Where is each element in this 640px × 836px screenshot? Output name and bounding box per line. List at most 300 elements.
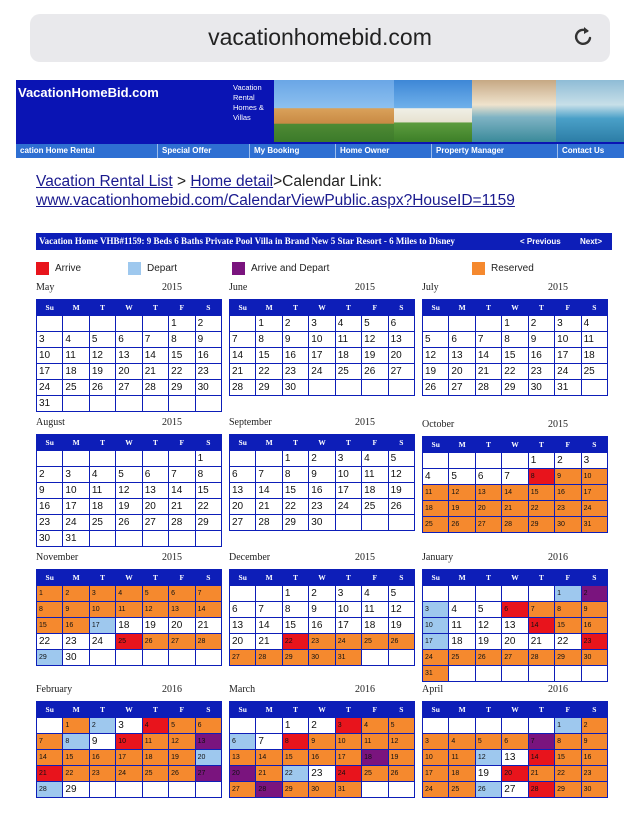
day-cell[interactable]: 26 <box>90 380 115 395</box>
day-cell[interactable]: 7 <box>476 332 501 347</box>
day-cell[interactable]: 21 <box>256 499 281 514</box>
day-cell[interactable]: 21 <box>169 499 194 514</box>
day-cell[interactable]: 11 <box>116 602 141 617</box>
day-cell[interactable]: 20 <box>502 634 527 649</box>
day-cell[interactable]: 6 <box>230 602 255 617</box>
day-cell[interactable]: 30 <box>309 782 334 797</box>
day-cell[interactable]: 20 <box>230 634 255 649</box>
day-cell[interactable]: 19 <box>476 634 501 649</box>
day-cell[interactable]: 23 <box>37 515 62 530</box>
day-cell[interactable]: 28 <box>143 380 168 395</box>
day-cell[interactable]: 25 <box>362 499 387 514</box>
day-cell[interactable]: 2 <box>582 718 607 733</box>
day-cell[interactable]: 12 <box>449 485 474 500</box>
day-cell[interactable]: 13 <box>476 485 501 500</box>
day-cell[interactable]: 11 <box>362 602 387 617</box>
day-cell[interactable]: 19 <box>423 364 448 379</box>
day-cell[interactable]: 26 <box>449 517 474 532</box>
day-cell[interactable]: 10 <box>116 734 141 749</box>
day-cell[interactable]: 18 <box>449 766 474 781</box>
day-cell[interactable]: 7 <box>529 602 554 617</box>
day-cell[interactable]: 23 <box>90 766 115 781</box>
day-cell[interactable]: 30 <box>63 650 88 665</box>
day-cell[interactable]: 13 <box>502 618 527 633</box>
day-cell[interactable]: 31 <box>555 380 580 395</box>
day-cell[interactable]: 26 <box>476 782 501 797</box>
calendar-url-link[interactable]: www.vacationhomebid.com/CalendarViewPublic.aspx?HouseID=1159 <box>36 192 515 209</box>
day-cell[interactable]: 23 <box>555 501 580 516</box>
day-cell[interactable]: 27 <box>230 515 255 530</box>
day-cell[interactable]: 4 <box>362 586 387 601</box>
day-cell[interactable]: 12 <box>389 467 414 482</box>
day-cell[interactable]: 6 <box>230 734 255 749</box>
day-cell[interactable]: 2 <box>582 586 607 601</box>
day-cell[interactable]: 29 <box>283 650 308 665</box>
day-cell[interactable]: 19 <box>449 501 474 516</box>
day-cell[interactable]: 29 <box>529 517 554 532</box>
day-cell[interactable]: 5 <box>389 586 414 601</box>
day-cell[interactable]: 5 <box>476 734 501 749</box>
day-cell[interactable]: 14 <box>476 348 501 363</box>
day-cell[interactable]: 17 <box>90 618 115 633</box>
day-cell[interactable]: 16 <box>90 750 115 765</box>
day-cell[interactable]: 8 <box>529 469 554 484</box>
day-cell[interactable]: 24 <box>336 634 361 649</box>
day-cell[interactable]: 6 <box>169 586 194 601</box>
day-cell[interactable]: 24 <box>37 380 62 395</box>
day-cell[interactable]: 7 <box>230 332 255 347</box>
day-cell[interactable]: 30 <box>555 517 580 532</box>
day-cell[interactable]: 9 <box>582 734 607 749</box>
day-cell[interactable]: 29 <box>256 380 281 395</box>
day-cell[interactable]: 30 <box>283 380 308 395</box>
day-cell[interactable]: 30 <box>529 380 554 395</box>
day-cell[interactable]: 28 <box>37 782 62 797</box>
day-cell[interactable]: 2 <box>309 718 334 733</box>
day-cell[interactable]: 28 <box>256 515 281 530</box>
day-cell[interactable]: 9 <box>309 467 334 482</box>
day-cell[interactable]: 7 <box>529 734 554 749</box>
nav-home-owner[interactable]: Home Owner <box>336 144 432 158</box>
day-cell[interactable]: 6 <box>502 734 527 749</box>
day-cell[interactable]: 30 <box>309 650 334 665</box>
day-cell[interactable]: 14 <box>143 348 168 363</box>
day-cell[interactable]: 11 <box>336 332 361 347</box>
day-cell[interactable]: 28 <box>529 650 554 665</box>
day-cell[interactable]: 3 <box>336 718 361 733</box>
day-cell[interactable]: 8 <box>283 602 308 617</box>
day-cell[interactable]: 17 <box>555 348 580 363</box>
day-cell[interactable]: 17 <box>63 499 88 514</box>
day-cell[interactable]: 1 <box>283 586 308 601</box>
day-cell[interactable]: 29 <box>555 782 580 797</box>
day-cell[interactable]: 15 <box>169 348 194 363</box>
day-cell[interactable]: 10 <box>336 734 361 749</box>
next-button[interactable]: Next> <box>580 237 603 246</box>
day-cell[interactable]: 10 <box>309 332 334 347</box>
day-cell[interactable]: 17 <box>309 348 334 363</box>
day-cell[interactable]: 4 <box>449 734 474 749</box>
day-cell[interactable]: 8 <box>502 332 527 347</box>
day-cell[interactable]: 18 <box>116 618 141 633</box>
day-cell[interactable]: 12 <box>423 348 448 363</box>
day-cell[interactable]: 13 <box>230 750 255 765</box>
day-cell[interactable]: 25 <box>143 766 168 781</box>
day-cell[interactable]: 13 <box>230 618 255 633</box>
day-cell[interactable]: 5 <box>389 718 414 733</box>
day-cell[interactable]: 15 <box>502 348 527 363</box>
day-cell[interactable]: 14 <box>529 750 554 765</box>
day-cell[interactable]: 23 <box>582 766 607 781</box>
day-cell[interactable]: 19 <box>362 348 387 363</box>
day-cell[interactable]: 8 <box>37 602 62 617</box>
day-cell[interactable]: 21 <box>502 501 527 516</box>
day-cell[interactable]: 22 <box>196 499 221 514</box>
day-cell[interactable]: 22 <box>37 634 62 649</box>
day-cell[interactable]: 30 <box>37 531 62 546</box>
day-cell[interactable]: 6 <box>196 718 221 733</box>
day-cell[interactable]: 4 <box>90 467 115 482</box>
day-cell[interactable]: 13 <box>116 348 141 363</box>
day-cell[interactable]: 11 <box>63 348 88 363</box>
day-cell[interactable]: 3 <box>423 734 448 749</box>
day-cell[interactable]: 16 <box>309 750 334 765</box>
day-cell[interactable]: 20 <box>143 499 168 514</box>
day-cell[interactable]: 15 <box>256 348 281 363</box>
day-cell[interactable]: 27 <box>502 782 527 797</box>
day-cell[interactable]: 9 <box>555 469 580 484</box>
day-cell[interactable]: 28 <box>230 380 255 395</box>
day-cell[interactable]: 6 <box>449 332 474 347</box>
day-cell[interactable]: 28 <box>256 782 281 797</box>
day-cell[interactable]: 9 <box>582 602 607 617</box>
day-cell[interactable]: 22 <box>555 634 580 649</box>
day-cell[interactable]: 31 <box>336 650 361 665</box>
day-cell[interactable]: 14 <box>37 750 62 765</box>
day-cell[interactable]: 21 <box>256 634 281 649</box>
day-cell[interactable]: 9 <box>309 734 334 749</box>
day-cell[interactable]: 4 <box>63 332 88 347</box>
day-cell[interactable]: 16 <box>582 618 607 633</box>
day-cell[interactable]: 2 <box>309 451 334 466</box>
day-cell[interactable]: 16 <box>555 485 580 500</box>
day-cell[interactable]: 26 <box>389 766 414 781</box>
day-cell[interactable]: 23 <box>529 364 554 379</box>
day-cell[interactable]: 18 <box>90 499 115 514</box>
day-cell[interactable]: 26 <box>476 650 501 665</box>
day-cell[interactable]: 2 <box>63 586 88 601</box>
day-cell[interactable]: 24 <box>336 499 361 514</box>
day-cell[interactable]: 13 <box>449 348 474 363</box>
day-cell[interactable]: 3 <box>37 332 62 347</box>
day-cell[interactable]: 26 <box>116 515 141 530</box>
site-logo[interactable]: VacationHomeBid.com <box>18 85 159 100</box>
day-cell[interactable]: 10 <box>423 618 448 633</box>
day-cell[interactable]: 15 <box>555 750 580 765</box>
day-cell[interactable]: 14 <box>196 602 221 617</box>
day-cell[interactable]: 31 <box>582 517 607 532</box>
day-cell[interactable]: 1 <box>555 586 580 601</box>
day-cell[interactable]: 23 <box>582 634 607 649</box>
day-cell[interactable]: 2 <box>196 316 221 331</box>
day-cell[interactable]: 16 <box>582 750 607 765</box>
day-cell[interactable]: 9 <box>90 734 115 749</box>
day-cell[interactable]: 23 <box>63 634 88 649</box>
day-cell[interactable]: 10 <box>423 750 448 765</box>
day-cell[interactable]: 12 <box>389 602 414 617</box>
day-cell[interactable]: 23 <box>309 766 334 781</box>
day-cell[interactable]: 21 <box>529 634 554 649</box>
day-cell[interactable]: 4 <box>449 602 474 617</box>
day-cell[interactable]: 7 <box>196 586 221 601</box>
day-cell[interactable]: 12 <box>116 483 141 498</box>
day-cell[interactable]: 22 <box>63 766 88 781</box>
reload-icon[interactable] <box>570 23 596 51</box>
day-cell[interactable]: 12 <box>169 734 194 749</box>
day-cell[interactable]: 14 <box>256 618 281 633</box>
breadcrumb-detail-link[interactable]: Home detail <box>190 173 274 190</box>
address-bar[interactable] <box>30 14 610 62</box>
day-cell[interactable]: 25 <box>449 650 474 665</box>
day-cell[interactable]: 26 <box>389 499 414 514</box>
day-cell[interactable]: 28 <box>256 650 281 665</box>
day-cell[interactable]: 7 <box>502 469 527 484</box>
day-cell[interactable]: 24 <box>63 515 88 530</box>
day-cell[interactable]: 3 <box>309 316 334 331</box>
day-cell[interactable]: 24 <box>423 650 448 665</box>
nav-contact-us[interactable]: Contact Us <box>562 146 605 155</box>
day-cell[interactable]: 19 <box>476 766 501 781</box>
day-cell[interactable]: 24 <box>582 501 607 516</box>
day-cell[interactable]: 22 <box>529 501 554 516</box>
day-cell[interactable]: 21 <box>143 364 168 379</box>
day-cell[interactable]: 10 <box>90 602 115 617</box>
day-cell[interactable]: 27 <box>502 650 527 665</box>
day-cell[interactable]: 16 <box>309 618 334 633</box>
day-cell[interactable]: 2 <box>37 467 62 482</box>
day-cell[interactable]: 11 <box>449 618 474 633</box>
day-cell[interactable]: 25 <box>582 364 607 379</box>
day-cell[interactable]: 8 <box>283 467 308 482</box>
day-cell[interactable]: 10 <box>336 602 361 617</box>
day-cell[interactable]: 26 <box>389 634 414 649</box>
day-cell[interactable]: 2 <box>529 316 554 331</box>
day-cell[interactable]: 3 <box>336 586 361 601</box>
day-cell[interactable]: 4 <box>362 718 387 733</box>
day-cell[interactable]: 9 <box>63 602 88 617</box>
day-cell[interactable]: 8 <box>196 467 221 482</box>
day-cell[interactable]: 28 <box>502 517 527 532</box>
day-cell[interactable]: 10 <box>63 483 88 498</box>
day-cell[interactable]: 10 <box>37 348 62 363</box>
day-cell[interactable]: 25 <box>362 634 387 649</box>
day-cell[interactable]: 9 <box>309 602 334 617</box>
day-cell[interactable]: 23 <box>309 634 334 649</box>
day-cell[interactable]: 17 <box>37 364 62 379</box>
day-cell[interactable]: 11 <box>449 750 474 765</box>
day-cell[interactable]: 18 <box>143 750 168 765</box>
day-cell[interactable]: 9 <box>37 483 62 498</box>
day-cell[interactable]: 25 <box>116 634 141 649</box>
day-cell[interactable]: 20 <box>389 348 414 363</box>
day-cell[interactable]: 20 <box>502 766 527 781</box>
day-cell[interactable]: 21 <box>476 364 501 379</box>
day-cell[interactable]: 17 <box>423 766 448 781</box>
day-cell[interactable]: 10 <box>336 467 361 482</box>
day-cell[interactable]: 11 <box>143 734 168 749</box>
day-cell[interactable]: 26 <box>423 380 448 395</box>
day-cell[interactable]: 8 <box>555 734 580 749</box>
day-cell[interactable]: 27 <box>389 364 414 379</box>
day-cell[interactable]: 15 <box>283 750 308 765</box>
day-cell[interactable]: 23 <box>196 364 221 379</box>
day-cell[interactable]: 12 <box>143 602 168 617</box>
day-cell[interactable]: 11 <box>423 485 448 500</box>
day-cell[interactable]: 8 <box>256 332 281 347</box>
day-cell[interactable]: 11 <box>582 332 607 347</box>
day-cell[interactable]: 24 <box>116 766 141 781</box>
day-cell[interactable]: 15 <box>37 618 62 633</box>
day-cell[interactable]: 4 <box>582 316 607 331</box>
day-cell[interactable]: 27 <box>230 650 255 665</box>
day-cell[interactable]: 5 <box>389 451 414 466</box>
day-cell[interactable]: 13 <box>502 750 527 765</box>
day-cell[interactable]: 23 <box>283 364 308 379</box>
day-cell[interactable]: 28 <box>476 380 501 395</box>
day-cell[interactable]: 25 <box>423 517 448 532</box>
day-cell[interactable]: 21 <box>37 766 62 781</box>
day-cell[interactable]: 17 <box>116 750 141 765</box>
day-cell[interactable]: 15 <box>555 618 580 633</box>
day-cell[interactable]: 17 <box>336 483 361 498</box>
day-cell[interactable]: 7 <box>143 332 168 347</box>
day-cell[interactable]: 27 <box>476 517 501 532</box>
day-cell[interactable]: 20 <box>476 501 501 516</box>
day-cell[interactable]: 24 <box>423 782 448 797</box>
previous-button[interactable]: < Previous <box>520 237 561 246</box>
day-cell[interactable]: 27 <box>116 380 141 395</box>
day-cell[interactable]: 3 <box>582 453 607 468</box>
nav-special-offer[interactable]: Special Offer <box>158 144 250 158</box>
day-cell[interactable]: 8 <box>555 602 580 617</box>
day-cell[interactable]: 5 <box>362 316 387 331</box>
day-cell[interactable]: 1 <box>37 586 62 601</box>
day-cell[interactable]: 1 <box>169 316 194 331</box>
day-cell[interactable]: 18 <box>582 348 607 363</box>
day-cell[interactable]: 18 <box>362 618 387 633</box>
day-cell[interactable]: 11 <box>362 467 387 482</box>
day-cell[interactable]: 17 <box>336 750 361 765</box>
day-cell[interactable]: 24 <box>336 766 361 781</box>
day-cell[interactable]: 22 <box>283 634 308 649</box>
day-cell[interactable]: 17 <box>423 634 448 649</box>
day-cell[interactable]: 18 <box>63 364 88 379</box>
day-cell[interactable]: 1 <box>283 451 308 466</box>
day-cell[interactable]: 14 <box>230 348 255 363</box>
day-cell[interactable]: 16 <box>309 483 334 498</box>
day-cell[interactable]: 25 <box>63 380 88 395</box>
day-cell[interactable]: 24 <box>555 364 580 379</box>
day-cell[interactable]: 1 <box>502 316 527 331</box>
day-cell[interactable]: 2 <box>283 316 308 331</box>
day-cell[interactable]: 12 <box>389 734 414 749</box>
day-cell[interactable]: 21 <box>256 766 281 781</box>
breadcrumb-list-link[interactable]: Vacation Rental List <box>36 173 173 190</box>
day-cell[interactable]: 9 <box>529 332 554 347</box>
day-cell[interactable]: 29 <box>555 650 580 665</box>
day-cell[interactable]: 30 <box>196 380 221 395</box>
day-cell[interactable]: 4 <box>362 451 387 466</box>
day-cell[interactable]: 6 <box>389 316 414 331</box>
day-cell[interactable]: 20 <box>169 618 194 633</box>
day-cell[interactable]: 19 <box>389 483 414 498</box>
day-cell[interactable]: 11 <box>362 734 387 749</box>
day-cell[interactable]: 17 <box>582 485 607 500</box>
day-cell[interactable]: 27 <box>230 782 255 797</box>
day-cell[interactable]: 19 <box>90 364 115 379</box>
day-cell[interactable]: 19 <box>389 618 414 633</box>
day-cell[interactable]: 5 <box>449 469 474 484</box>
day-cell[interactable]: 1 <box>283 718 308 733</box>
day-cell[interactable]: 22 <box>283 499 308 514</box>
day-cell[interactable]: 30 <box>582 650 607 665</box>
day-cell[interactable]: 22 <box>283 766 308 781</box>
day-cell[interactable]: 24 <box>309 364 334 379</box>
day-cell[interactable]: 14 <box>256 483 281 498</box>
day-cell[interactable]: 20 <box>449 364 474 379</box>
day-cell[interactable]: 31 <box>336 782 361 797</box>
day-cell[interactable]: 10 <box>555 332 580 347</box>
day-cell[interactable]: 23 <box>309 499 334 514</box>
day-cell[interactable]: 1 <box>555 718 580 733</box>
day-cell[interactable]: 15 <box>283 618 308 633</box>
day-cell[interactable]: 25 <box>449 782 474 797</box>
day-cell[interactable]: 28 <box>529 782 554 797</box>
day-cell[interactable]: 7 <box>256 467 281 482</box>
day-cell[interactable]: 18 <box>449 634 474 649</box>
day-cell[interactable]: 16 <box>63 618 88 633</box>
day-cell[interactable]: 3 <box>555 316 580 331</box>
day-cell[interactable]: 20 <box>230 766 255 781</box>
day-cell[interactable]: 26 <box>362 364 387 379</box>
day-cell[interactable]: 22 <box>256 364 281 379</box>
day-cell[interactable]: 28 <box>196 634 221 649</box>
day-cell[interactable]: 3 <box>63 467 88 482</box>
day-cell[interactable]: 31 <box>37 396 62 411</box>
day-cell[interactable]: 12 <box>476 618 501 633</box>
day-cell[interactable]: 11 <box>90 483 115 498</box>
day-cell[interactable]: 19 <box>143 618 168 633</box>
day-cell[interactable]: 5 <box>423 332 448 347</box>
day-cell[interactable]: 3 <box>116 718 141 733</box>
day-cell[interactable]: 27 <box>143 515 168 530</box>
day-cell[interactable]: 8 <box>169 332 194 347</box>
day-cell[interactable]: 14 <box>169 483 194 498</box>
day-cell[interactable]: 14 <box>529 618 554 633</box>
day-cell[interactable]: 4 <box>423 469 448 484</box>
day-cell[interactable]: 4 <box>336 316 361 331</box>
day-cell[interactable]: 15 <box>529 485 554 500</box>
day-cell[interactable]: 3 <box>423 602 448 617</box>
day-cell[interactable]: 3 <box>90 586 115 601</box>
day-cell[interactable]: 20 <box>116 364 141 379</box>
day-cell[interactable]: 13 <box>389 332 414 347</box>
day-cell[interactable]: 15 <box>283 483 308 498</box>
day-cell[interactable]: 13 <box>143 483 168 498</box>
day-cell[interactable]: 8 <box>283 734 308 749</box>
day-cell[interactable]: 14 <box>502 485 527 500</box>
day-cell[interactable]: 14 <box>256 750 281 765</box>
